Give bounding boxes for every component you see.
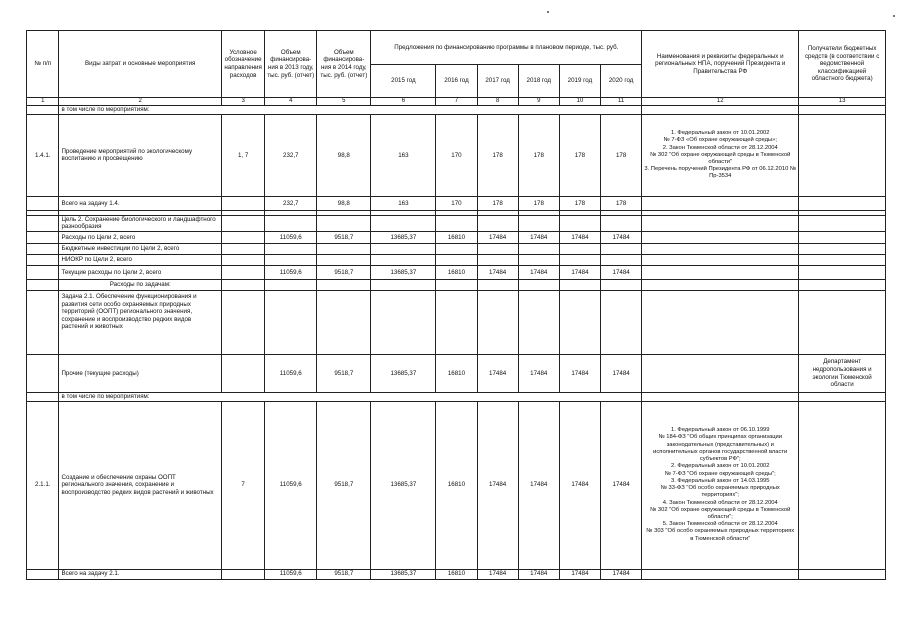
row-cond: 1, 7: [221, 114, 264, 196]
npa-line: № 302 "Об охране окружающей среды в Тюменской области";: [650, 506, 791, 520]
table-row-current-goal-2: [27, 266, 886, 280]
row-name: НИОКР по Цели 2, всего: [59, 255, 221, 266]
row-year-value: 178: [559, 114, 600, 196]
header-cond: Условное обозначение направления расходов: [221, 31, 264, 98]
row-name: Расходы по задачам:: [59, 280, 221, 291]
goal-2-title: Цель 2. Сохранение биологического и ландшафтного разнообразия: [59, 215, 221, 231]
row-v2013: 232,7: [265, 196, 317, 210]
header-npa: Наименования и реквизиты федеральных и региональных НПА, поручений Президента и Правительства РФ: [642, 31, 799, 98]
col-num: 12: [642, 98, 799, 106]
row-name: Бюджетные инвестиции по Цели 2, всего: [59, 244, 221, 255]
row-year-value: 17484: [518, 232, 559, 244]
col-num: 9: [518, 98, 559, 106]
row-year-value: 178: [518, 114, 559, 196]
row-name: Создание и обеспечение охраны ООПТ регионального значения, сохранение и воспроизводство редких видов растений и животных: [59, 401, 221, 569]
header-year: 2015 год: [371, 65, 436, 98]
npa-line: № 33-ФЗ "Об особо охраняемых природных территориях";: [660, 485, 780, 499]
table-row-goal-2: [27, 215, 886, 231]
row-year-value: 163: [371, 196, 436, 210]
npa-line: 4. Закон Тюменской области от 28.12.2004: [662, 499, 778, 506]
row-year-value: 178: [601, 114, 642, 196]
col-num: 1: [27, 98, 59, 106]
row-year-value: 17484: [477, 401, 518, 569]
row-year-value: 17484: [518, 266, 559, 280]
row-year-value: 17484: [601, 569, 642, 579]
row-year-value: 13685,37: [371, 569, 436, 579]
header-year: 2019 год: [559, 65, 600, 98]
row-year-value: 17484: [559, 232, 600, 244]
npa-line: № 303 "Об особо охраняемых природных территориях в Тюменской области": [646, 528, 795, 542]
table-row-exp-goal-2: [27, 232, 886, 244]
row-year-value: 17484: [518, 355, 559, 393]
row-year-value: 170: [436, 114, 477, 196]
scan-speck: [893, 15, 895, 17]
row-npa: [642, 114, 799, 196]
row-year-value: 178: [477, 114, 518, 196]
row-year-value: 17484: [559, 266, 600, 280]
row-year-value: 178: [601, 196, 642, 210]
header-year: 2016 год: [436, 65, 477, 98]
row-name: Проведение мероприятий по экологическому воспитанию и просвещению: [59, 114, 221, 196]
npa-line: № 7-ФЗ "Об охране окружающей среды";: [664, 470, 776, 477]
header-types: Виды затрат и основные мероприятия: [59, 31, 221, 98]
incl-label: в том числе по мероприятиям:: [59, 393, 642, 402]
table-row-total-1-4: [27, 196, 886, 210]
row-year-value: 17484: [559, 355, 600, 393]
header-year: 2020 год: [601, 65, 642, 98]
row-npa: [642, 401, 799, 569]
header-vol2014: Объем финансирова-ния в 2014 году, тыс. руб. (отчет): [317, 31, 371, 98]
row-year-value: 17484: [559, 401, 600, 569]
row-year-value: 16810: [436, 232, 477, 244]
header-year: 2017 год: [477, 65, 518, 98]
row-year-value: 17484: [601, 401, 642, 569]
row-year-value: 13685,37: [371, 266, 436, 280]
header-year: 2018 год: [518, 65, 559, 98]
npa-line: 3. Федеральный закон от 14.03.1995: [670, 477, 770, 484]
table-row-niokr: [27, 255, 886, 266]
row-year-value: 17484: [601, 355, 642, 393]
header-vol2013: Объем финансирова-ния в 2013 году, тыс. руб. (отчет): [265, 31, 317, 98]
table-row-1-4-1: [27, 114, 886, 196]
row-year-value: 17484: [601, 232, 642, 244]
row-year-value: 17484: [477, 355, 518, 393]
col-num: 11: [601, 98, 642, 106]
npa-line: 5. Закон Тюменской области от 28.12.2004: [662, 521, 778, 528]
npa-line: 3. Перечень поручений Президента РФ от 06.12.2010 № Пр-3534: [644, 166, 797, 180]
row-num: 1.4.1.: [27, 114, 59, 196]
row-v2013: 11059,6: [265, 569, 317, 579]
col-num: 10: [559, 98, 600, 106]
row-v2014: 98,8: [317, 114, 371, 196]
table-row-exp-tasks: [27, 280, 886, 291]
row-name: Всего на задачу 1.4.: [59, 196, 221, 210]
table-row-other: [27, 355, 886, 393]
row-year-value: 178: [559, 196, 600, 210]
row-recipient: Департамент недропользования и экологии Тюменской области: [799, 355, 886, 393]
row-v2013: 232,7: [265, 114, 317, 196]
npa-line: № 302 "Об охране окружающей среды в Тюменской области": [650, 151, 791, 165]
row-num: 2.1.1.: [27, 401, 59, 569]
column-numbers-row: [27, 98, 886, 106]
table-row: [27, 393, 886, 402]
header-proposals: Предложения по финансированию программы в плановом периоде, тыс. руб.: [371, 31, 642, 65]
table-row: [27, 106, 886, 115]
header-num: № п/п: [27, 31, 59, 98]
table-row-2-1-1: [27, 401, 886, 569]
row-year-value: 17484: [518, 401, 559, 569]
row-year-value: 17484: [518, 569, 559, 579]
row-v2014: 9518,7: [317, 355, 371, 393]
npa-line: 1. Федеральный закон от 06.10.1999: [670, 427, 770, 434]
row-name: Текущие расходы по Цели 2, всего: [59, 266, 221, 280]
task-2-1-title: Задача 2.1. Обеспечение функционирования и развития сети особо охраняемых природных территорий (ООПТ) регионального значения, сохранение и воспроизводство редких видов растений и животных: [59, 291, 221, 355]
row-name: Прочие (текущие расходы): [59, 355, 221, 393]
col-num: 8: [477, 98, 518, 106]
row-year-value: 16810: [436, 266, 477, 280]
row-year-value: 17484: [477, 232, 518, 244]
row-year-value: 13685,37: [371, 232, 436, 244]
npa-line: 2. Закон Тюменской области от 28.12.2004: [662, 144, 778, 151]
row-cond: 7: [221, 401, 264, 569]
row-v2014: 9518,7: [317, 569, 371, 579]
col-num: 2: [59, 98, 221, 106]
row-year-value: 13685,37: [371, 401, 436, 569]
row-name: Расходы по Цели 2, всего: [59, 232, 221, 244]
row-v2014: 9518,7: [317, 401, 371, 569]
row-year-value: 17484: [559, 569, 600, 579]
npa-line: № 184-ФЗ "Об общих принципах организации законодательных (представительных) и исполнительных органов государственной власти субъектов РФ";: [653, 434, 788, 463]
row-year-value: 13685,37: [371, 355, 436, 393]
header-row: [27, 31, 886, 65]
financing-table: [26, 30, 886, 580]
row-year-value: 178: [477, 196, 518, 210]
row-v2014: 98,8: [317, 196, 371, 210]
npa-line: 1. Федеральный закон от 10.01.2002: [670, 130, 770, 137]
row-year-value: 17484: [601, 266, 642, 280]
row-year-value: 17484: [477, 266, 518, 280]
row-year-value: 16810: [436, 569, 477, 579]
row-year-value: 163: [371, 114, 436, 196]
col-num: 6: [371, 98, 436, 106]
row-year-value: 16810: [436, 355, 477, 393]
col-num: 4: [265, 98, 317, 106]
npa-line: № 7-ФЗ «Об охране окружающей среды»;: [663, 137, 777, 144]
row-v2013: 11059,6: [265, 355, 317, 393]
col-num: 3: [221, 98, 264, 106]
row-year-value: 178: [518, 196, 559, 210]
row-year-value: 17484: [477, 569, 518, 579]
table-row-budget-inv: [27, 244, 886, 255]
row-v2013: 11059,6: [265, 401, 317, 569]
col-num: 7: [436, 98, 477, 106]
incl-label: в том числе по мероприятиям:: [59, 106, 642, 115]
row-v2013: 11059,6: [265, 232, 317, 244]
npa-line: 2. Федеральный закон от 10.01.2002: [670, 463, 770, 470]
row-v2013: 11059,6: [265, 266, 317, 280]
row-year-value: 16810: [436, 401, 477, 569]
col-num: 5: [317, 98, 371, 106]
table-row-total-2-1: [27, 569, 886, 579]
col-num: 13: [799, 98, 886, 106]
row-name: Всего на задачу 2.1.: [59, 569, 221, 579]
row-v2014: 9518,7: [317, 232, 371, 244]
row-year-value: 170: [436, 196, 477, 210]
header-recipients: Получатели бюджетных средств (в соответствии с ведомственной классификацией областного бюджета): [799, 31, 886, 98]
scan-speck: [547, 11, 549, 13]
row-v2014: 9518,7: [317, 266, 371, 280]
table-row-task-2-1: [27, 291, 886, 355]
